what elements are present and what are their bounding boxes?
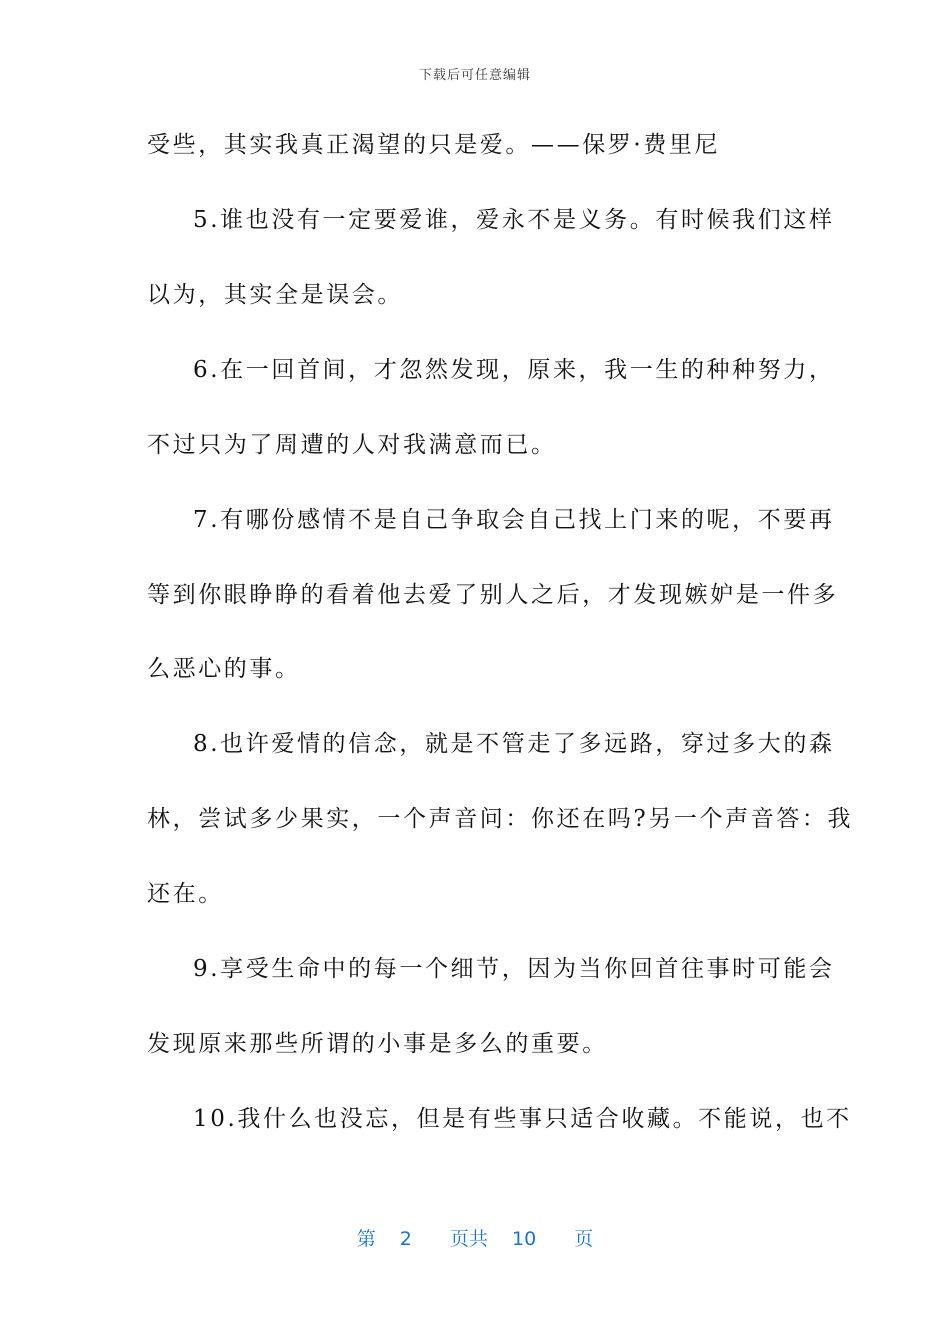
page-suffix: 页 xyxy=(574,1228,594,1250)
page-number: 2 xyxy=(399,1228,412,1250)
text-line: 7.有哪份感情不是自己争取会自己找上门来的呢，不要再 xyxy=(193,507,835,533)
total-pages: 10 xyxy=(512,1228,537,1250)
text-line: 林，尝试多少果实，一个声音问：你还在吗?另一个声音答：我 xyxy=(147,806,854,832)
page-header: 下载后可任意编辑 xyxy=(418,68,531,83)
text-line: 以为，其实全是误会。 xyxy=(147,282,403,308)
text-line: 发现原来那些所谓的小事是多么的重要。 xyxy=(147,1031,608,1057)
text-line: 8.也许爱情的信念，就是不管走了多远路，穿过多大的森 xyxy=(193,731,835,757)
text-line: 么恶心的事。 xyxy=(147,656,301,682)
text-line: 受些，其实我真正渴望的只是爱。——保罗·费里尼 xyxy=(147,132,721,158)
text-line: 还在。 xyxy=(147,881,224,907)
page-prefix: 第 xyxy=(356,1228,376,1250)
page-mid: 页共 xyxy=(449,1228,488,1250)
text-line: 6.在一回首间，才忽然发现，原来，我一生的种种努力， xyxy=(193,357,835,383)
text-line: 5.谁也没有一定要爱谁，爱永不是义务。有时候我们这样 xyxy=(193,207,835,233)
text-line: 不过只为了周遭的人对我满意而已。 xyxy=(147,432,557,458)
text-line: 10.我什么也没忘，但是有些事只适合收藏。不能说，也不 xyxy=(193,1106,852,1132)
page-footer xyxy=(0,1224,950,1251)
text-line: 等到你眼睁睁的看着他去爱了别人之后，才发现嫉妒是一件多 xyxy=(147,582,839,608)
text-line: 9.享受生命中的每一个细节，因为当你回首往事时可能会 xyxy=(193,956,835,982)
